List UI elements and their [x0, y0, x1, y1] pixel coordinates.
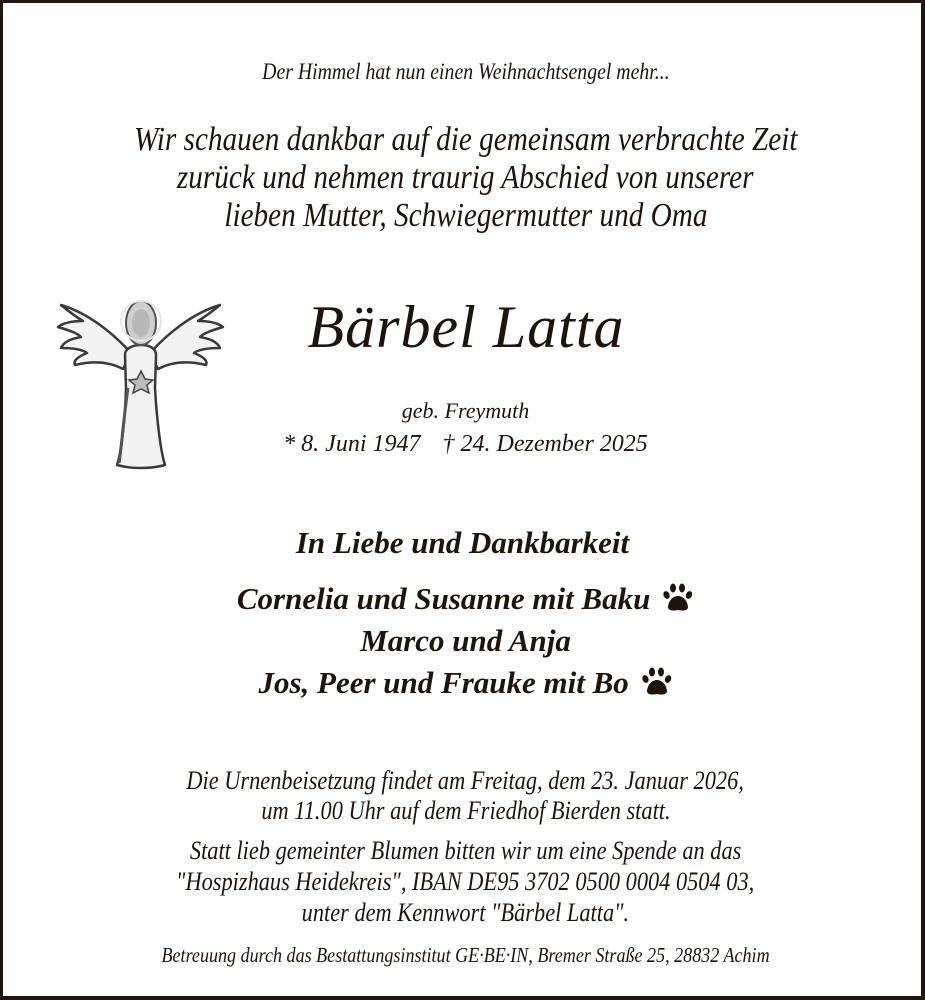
paw-print-icon	[641, 665, 673, 697]
closing-line: In Liebe und Dankbarkeit	[295, 525, 630, 560]
birth-name: geb. Freymuth	[401, 398, 530, 423]
paw-print-icon	[662, 581, 694, 613]
funeral-info: Die Urnenbeisetzung findet am Freitag, dem 23. Januar 2026, um 11.00 Uhr auf dem Friedhof Bierden statt.	[186, 766, 745, 825]
lead-line: Wir schauen dankbar auf die gemeinsam verbrachte Zeit	[133, 121, 798, 158]
birth-date: * 8. Juni 1947	[283, 431, 421, 457]
family-line: Marco und Anja	[360, 623, 571, 658]
lead-line: lieben Mutter, Schwiegermutter und Oma	[223, 197, 708, 234]
death-date: † 24. Dezember 2025	[442, 431, 648, 457]
life-dates	[3, 431, 925, 458]
deceased-name: Bärbel Latta	[307, 294, 625, 360]
family-line: Cornelia und Susanne mit Baku	[3, 578, 925, 620]
lead-line: zurück und nehmen traurig Abschied von unserer	[177, 159, 754, 196]
family-line: Jos, Peer und Frauke mit Bo	[3, 662, 925, 704]
donation-info: Statt lieb gemeinter Blumen bitten wir um eine Spende an das "Hospizhaus Heidekreis", IBAN DE95 3702 0500 0004 0504 03, unter dem Kennwort "Bärbel Latta".	[176, 836, 755, 927]
intro-line: Der Himmel hat nun einen Weihnachtsengel mehr...	[261, 59, 670, 84]
lead-text	[3, 121, 925, 235]
funeral-home-footer: Betreuung durch das Bestattungsinstitut GE·BE·IN, Bremer Straße 25, 28832 Achim	[161, 943, 770, 967]
